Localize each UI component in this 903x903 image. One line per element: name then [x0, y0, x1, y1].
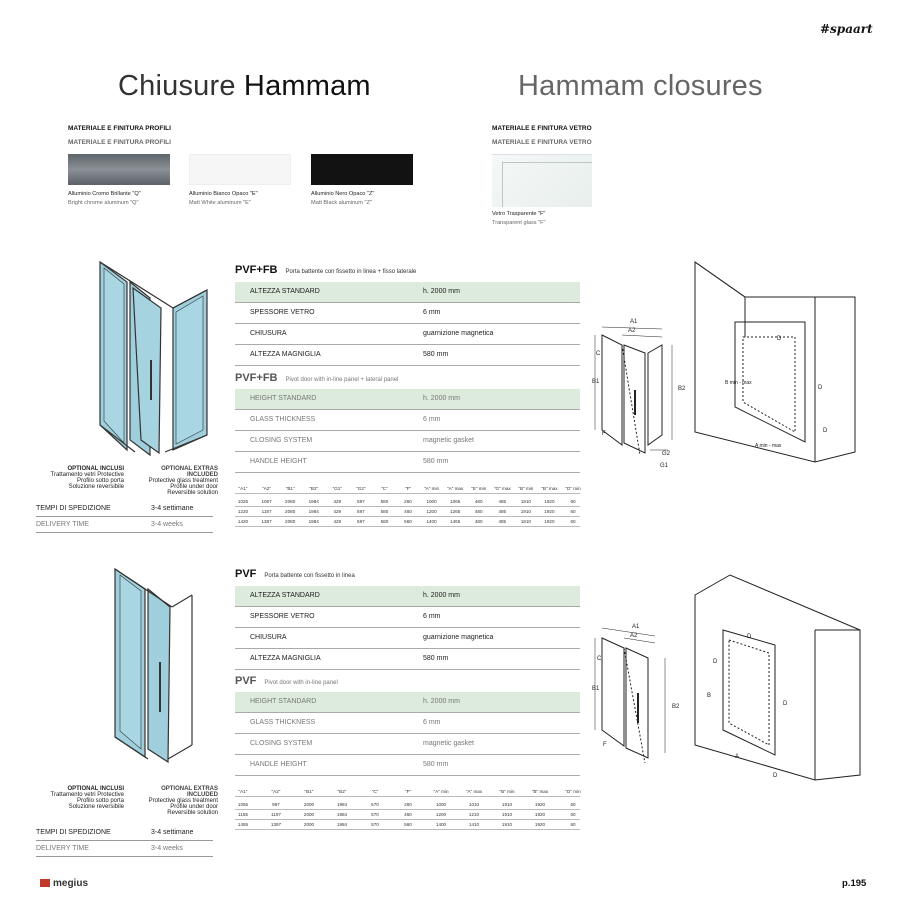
table-cell: 1455 [237, 822, 249, 827]
product-illustration-pvf-fb [95, 260, 210, 460]
dim-label: A2 [628, 328, 636, 334]
swatch-glass[interactable] [492, 154, 592, 207]
table-cell: "A" min [424, 486, 440, 491]
swatch-black[interactable] [311, 154, 413, 185]
dim-label: B [707, 693, 712, 699]
table-cell: 260 [404, 499, 412, 504]
spec-row-en: CLOSING SYSTEM magnetic gasket [235, 431, 580, 452]
table-cell: 1984 [308, 509, 319, 514]
megius-logo[interactable]: megius [40, 878, 88, 889]
shipping-row: TEMPI DI SPEDIZIONE 3-4 settimane [36, 825, 213, 841]
swatch-label-chrome: Alluminio Cromo Brillante "Q" Bright chrome aluminum "Q" [68, 191, 141, 206]
spec-row-en: HANDLE HEIGHT 580 mm [235, 755, 580, 776]
table-cell: "A1" [238, 486, 248, 491]
table-cell: "C" [381, 486, 388, 491]
table-cell: 1920 [534, 802, 546, 807]
delivery-row: DELIVERY TIME 3-4 weeks [36, 517, 213, 533]
table-cell: 260 [404, 802, 412, 807]
dim-label: D [773, 773, 778, 779]
table-cell: 1400 [435, 822, 447, 827]
table-cell: "B2" [309, 486, 319, 491]
spec-row-en: CLOSING SYSTEM magnetic gasket [235, 734, 580, 755]
section-title-pvf-fb: PVF+FB Porta battente con fissetto in linea + fisso laterale [235, 264, 417, 276]
table-cell: 1420 [237, 519, 249, 524]
table-cell: "D" min [565, 486, 581, 491]
table-row [235, 497, 580, 507]
table-cell: 1155 [238, 812, 248, 817]
swatch-white[interactable] [189, 154, 291, 185]
table-cell: 485 [498, 519, 507, 524]
dimensions-table-pvf [235, 787, 580, 830]
table-cell: "B" min [499, 789, 515, 794]
table-cell: "A1" [238, 789, 248, 794]
table-cell: 60 [570, 519, 576, 524]
table-cell: "A2" [271, 789, 281, 794]
table-cell: 1387 [261, 519, 272, 524]
table-cell: 1920 [534, 812, 546, 817]
table-cell: "F" [404, 486, 412, 491]
profile-material-heading-en: MATERIALE E FINITURA PROFILI [68, 139, 171, 146]
dim-label: D [777, 336, 782, 342]
table-cell: 480 [474, 519, 483, 524]
dim-label: D [747, 634, 752, 640]
dim-label: C [597, 656, 602, 662]
table-cell: "C" [371, 789, 379, 794]
table-cell: 1200 [435, 812, 447, 817]
optional-it: OPTIONAL INCLUSI Trattamento vetri Protective Profilo sotto porta Soluzione reversibile [50, 466, 124, 490]
dim-label: B2 [672, 704, 680, 710]
table-cell: "B1" [304, 789, 314, 794]
dim-label: B1 [592, 686, 600, 692]
table-cell: 560 [404, 519, 412, 524]
table-cell: 1397 [270, 822, 282, 827]
table-cell: "G2" [356, 486, 366, 491]
table-cell: 1984 [336, 802, 348, 807]
spec-row: ALTEZZA STANDARD h. 2000 mm [235, 282, 580, 303]
table-cell: 480 [474, 499, 483, 504]
dim-label: B min - max [725, 380, 752, 386]
section-subtitle-pvf: PVF Pivot door with in-line panel [235, 675, 338, 687]
technical-diagram-pvf-fb [590, 315, 685, 480]
spec-row-en: GLASS THICKNESS 6 mm [235, 410, 580, 431]
spec-row: CHIUSURA guarnizione magnetica [235, 324, 580, 345]
table-cell: "A" max [465, 789, 483, 794]
table-cell: 570 [371, 802, 379, 807]
table-cell: "A" min [433, 789, 449, 794]
table-cell: 1220 [237, 509, 249, 514]
spec-row-en: HANDLE HEIGHT 580 mm [235, 452, 580, 473]
table-cell: 60 [570, 802, 576, 807]
table-header-row [235, 787, 580, 797]
table-cell: "A2" [262, 486, 272, 491]
table-cell: 1200 [426, 509, 437, 514]
table-cell: 1055 [237, 802, 249, 807]
dim-label: F [602, 431, 606, 437]
table-cell: 1000 [426, 499, 437, 504]
table-cell: 60 [570, 509, 576, 514]
glass-material-heading-en: MATERIALE E FINITURA VETRO [492, 139, 592, 146]
table-cell: 1910 [501, 802, 513, 807]
table-row [235, 810, 580, 820]
dim-label: A [735, 754, 740, 760]
table-row [235, 800, 580, 810]
table-cell: 597 [357, 509, 365, 514]
optional-it: OPTIONAL INCLUSI Trattamento vetri Protective Profilo sotto porta Soluzione reversibile [50, 786, 124, 810]
table-cell: 1920 [544, 509, 555, 514]
table-cell: 60 [570, 812, 576, 817]
table-cell: 429 [333, 509, 342, 514]
table-cell: 2080 [285, 509, 296, 514]
table-cell: 480 [474, 509, 483, 514]
dim-label: C [596, 351, 601, 357]
brand-tag: #spaart [820, 22, 873, 36]
title-italian: Chiusure Hammam [118, 70, 371, 102]
dim-label: D [783, 701, 788, 707]
table-cell: 580 [380, 519, 389, 524]
table-cell: 1910 [520, 499, 531, 504]
page-number: p.195 [842, 878, 867, 889]
table-cell: 2080 [285, 499, 296, 504]
dim-label: G2 [662, 451, 671, 457]
table-cell: "B1" [285, 486, 295, 491]
table-cell: 1984 [336, 812, 348, 817]
shipping-row: TEMPI DI SPEDIZIONE 3-4 settimane [36, 501, 213, 517]
table-cell: 460 [404, 509, 412, 514]
table-cell: "A" max [447, 486, 464, 491]
table-cell: 1400 [426, 519, 437, 524]
table-cell: 580 [380, 499, 389, 504]
table-cell: 1910 [501, 812, 513, 817]
room-diagram-pvf [695, 575, 865, 785]
table-cell: "B" min [518, 486, 534, 491]
spec-row: ALTEZZA STANDARD h. 2000 mm [235, 586, 580, 607]
table-cell: 580 [380, 509, 389, 514]
spec-row-en: HEIGHT STANDARD h. 2000 mm [235, 692, 580, 713]
table-cell: "B" max [531, 789, 549, 794]
table-cell: 2080 [285, 519, 296, 524]
table-cell: 597 [357, 519, 365, 524]
table-cell: 1920 [544, 499, 555, 504]
table-cell: 1197 [271, 812, 281, 817]
table-row [235, 517, 580, 527]
table-cell: 1210 [468, 812, 480, 817]
table-cell: 429 [333, 519, 342, 524]
product-illustration-pvf [112, 567, 194, 762]
table-row [235, 820, 580, 830]
spec-row: SPESSORE VETRO 6 mm [235, 303, 580, 324]
table-cell: 1910 [501, 822, 513, 827]
dim-label: B1 [592, 379, 600, 385]
table-cell: 560 [404, 822, 412, 827]
table-cell: 1984 [308, 499, 319, 504]
table-cell: 1087 [261, 499, 272, 504]
title-english: Hammam closures [518, 70, 763, 102]
table-row [235, 507, 580, 517]
spec-row: ALTEZZA MAGNIGLIA 580 mm [235, 345, 580, 366]
spec-row-en: HEIGHT STANDARD h. 2000 mm [235, 389, 580, 410]
table-cell: 997 [272, 802, 280, 807]
table-cell: 570 [371, 822, 379, 827]
table-cell: 2000 [303, 812, 315, 817]
glass-material-heading: MATERIALE E FINITURA VETRO [492, 125, 592, 132]
table-cell: 1920 [534, 822, 546, 827]
table-cell: 1984 [336, 822, 348, 827]
table-cell: 1065 [450, 499, 461, 504]
dim-label: G1 [660, 463, 669, 469]
table-cell: 1265 [450, 509, 461, 514]
spec-row: ALTEZZA MAGNIGLIA 580 mm [235, 649, 580, 670]
optional-en: OPTIONAL EXTRAS INCLUDED Protective glass treatment Profile under door Reversible solution [148, 786, 218, 816]
dim-label: D [713, 659, 718, 665]
dim-label: D [818, 385, 823, 391]
dim-label: F [603, 742, 607, 748]
table-cell: 2000 [303, 802, 315, 807]
room-diagram-pvf-fb [695, 262, 865, 467]
dim-label: B2 [678, 386, 686, 392]
optional-en: OPTIONAL EXTRAS INCLUDED Protective glass treatment Profile under door Reversible solution [148, 466, 218, 496]
table-cell: 429 [333, 499, 342, 504]
dim-label: A min - max [755, 443, 782, 449]
swatch-chrome[interactable] [68, 154, 170, 185]
table-cell: 1010 [468, 802, 480, 807]
delivery-row: DELIVERY TIME 3-4 weeks [36, 841, 213, 857]
table-cell: 460 [404, 812, 412, 817]
table-cell: 60 [570, 822, 576, 827]
table-cell: "B" max [541, 486, 558, 491]
table-cell: "E" min [471, 486, 487, 491]
table-cell: "F" [404, 789, 412, 794]
table-cell: 485 [498, 509, 507, 514]
dimensions-table-pvf-fb [235, 484, 580, 527]
dim-label: A1 [630, 319, 638, 325]
table-cell: 1984 [308, 519, 319, 524]
table-cell: 485 [498, 499, 507, 504]
table-cell: 570 [371, 812, 379, 817]
spec-row: CHIUSURA guarnizione magnetica [235, 628, 580, 649]
spec-row: SPESSORE VETRO 6 mm [235, 607, 580, 628]
swatch-label-black: Alluminio Nero Opaco "Z" Matt Black aluminum "Z" [311, 191, 375, 206]
table-cell: 1000 [435, 802, 447, 807]
table-cell: 1025 [237, 499, 249, 504]
table-header-row [235, 484, 580, 494]
table-cell: 1187 [261, 509, 272, 514]
table-cell: 597 [357, 499, 365, 504]
table-cell: 1465 [450, 519, 461, 524]
technical-diagram-pvf [590, 618, 685, 768]
table-cell: "G1" [332, 486, 342, 491]
swatch-label-white: Alluminio Bianco Opaco "E" Matt White aluminum "E" [189, 191, 258, 206]
table-cell: 1910 [520, 519, 531, 524]
table-cell: 2000 [303, 822, 315, 827]
section-subtitle-pvf-fb: PVF+FB Pivot door with in-line panel + lateral panel [235, 372, 399, 384]
dim-label: D [823, 428, 828, 434]
dim-label: A2 [630, 633, 638, 639]
dim-label: A1 [632, 624, 640, 630]
table-cell: "G" max [493, 486, 511, 491]
section-title-pvf: PVF Porta battente con fissetto in linea [235, 568, 355, 580]
table-cell: 1920 [544, 519, 555, 524]
table-cell: 60 [570, 499, 576, 504]
swatch-label-glass: Vetro Trasparente "F" Transparent glass "F" [492, 211, 546, 226]
table-cell: 1910 [520, 509, 531, 514]
megius-logo-icon [40, 879, 50, 887]
table-cell: 1410 [468, 822, 480, 827]
profile-material-heading: MATERIALE E FINITURA PROFILI [68, 125, 171, 132]
table-cell: "D" min [565, 789, 581, 794]
spec-row-en: GLASS THICKNESS 6 mm [235, 713, 580, 734]
table-cell: "B2" [337, 789, 347, 794]
